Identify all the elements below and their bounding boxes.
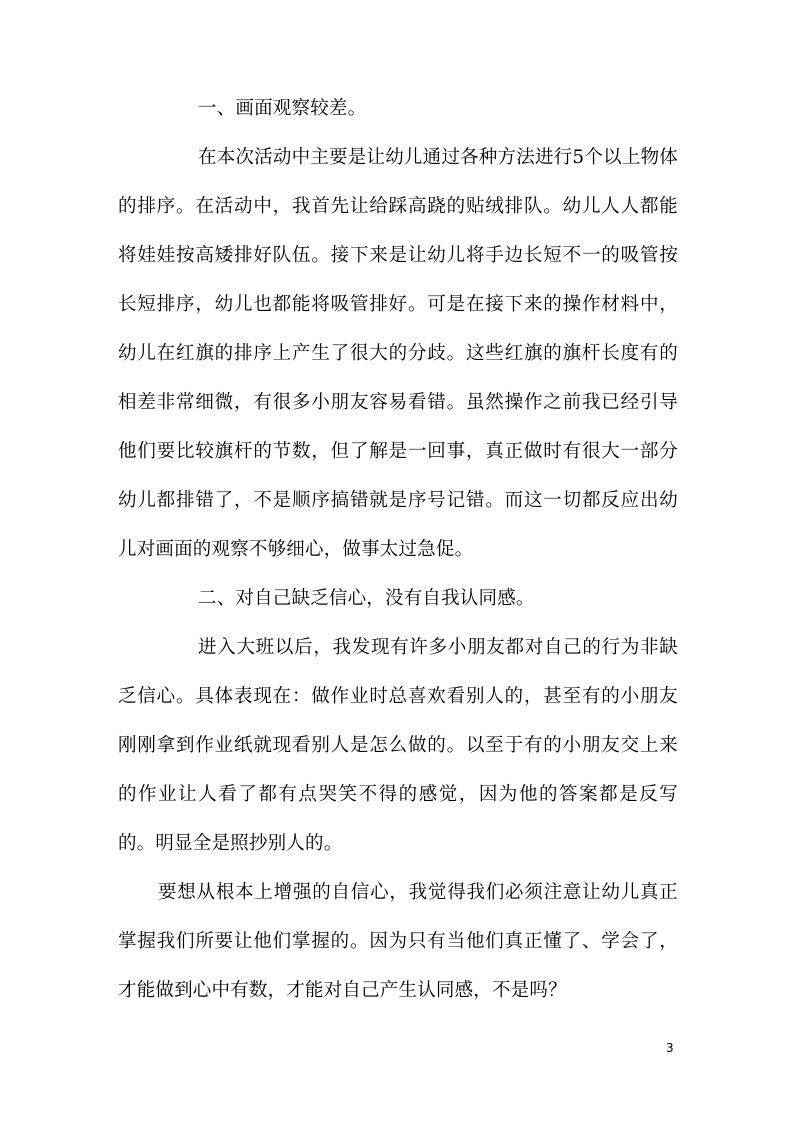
body-text [118, 84, 678, 1015]
page-number: 3 [666, 1041, 674, 1055]
paragraph-3: 要想从根本上增强的自信心，我觉得我们必须注意让幼儿真正掌握我们所要让他们掌握的。因为只有当他们真正懂了、学会了，才能做到心中有数，才能对自己产生认同感，不是吗？ [118, 882, 678, 1001]
section-heading-1: 一、画面观察较差。 [198, 98, 367, 119]
section-heading-2: 二、对自己缺乏信心，没有自我认同感。 [198, 588, 535, 609]
paragraph-1: 在本次活动中主要是让幼儿通过各种方法进行5个以上物体的排序。在活动中，我首先让给踩高跷的贴绒排队。幼儿人人都能将娃娃按高矮排好队伍。接下来是让幼儿将手边长短不一的吸管按长短排序，幼儿也都能将吸管排好。可是在接下来的操作材料中，幼儿在红旗的排序上产生了很大的分歧。这些红旗的旗杆长度有的相差非常细微，有很多小朋友容易看错。虽然操作之前我已经引导他们要比较旗杆的节数，但了解是一回事，真正做时有很大一部分幼儿都排错了，不是顺序搞错就是序号记错。而这一切都反应出幼儿对画面的观察不够细心，做事太过急促。 [118, 147, 678, 560]
paragraph-2: 进入大班以后，我发现有许多小朋友都对自己的行为非缺乏信心。具体表现在：做作业时总喜欢看别人的，甚至有的小朋友刚刚拿到作业纸就现看别人是怎么做的。以至于有的小朋友交上来的作业让人看了都有点哭笑不得的感觉，因为他的答案都是反写的。明显全是照抄别人的。 [118, 637, 678, 854]
